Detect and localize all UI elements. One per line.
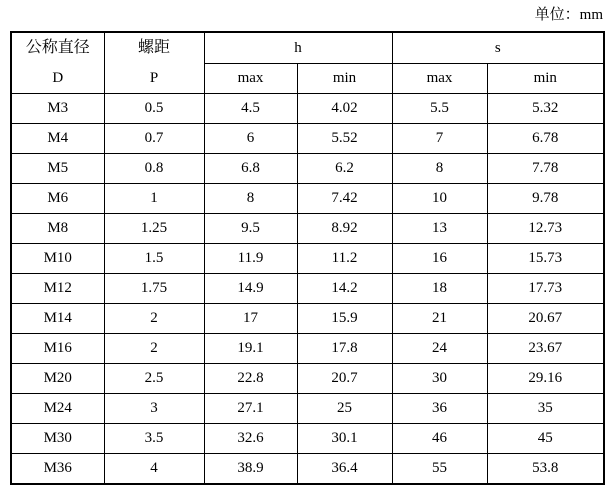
value-cell: 29.16 [487,364,604,394]
value-cell: 8 [392,154,487,184]
value-cell: 3.5 [104,424,204,454]
value-cell: 13 [392,214,487,244]
value-cell: 5.32 [487,94,604,124]
value-cell: 35 [487,394,604,424]
header-s-min: min [487,64,604,94]
value-cell: 14.9 [204,274,297,304]
value-cell: 11.2 [297,244,392,274]
value-cell: 55 [392,454,487,485]
value-cell: 0.7 [104,124,204,154]
value-cell: 36.4 [297,454,392,485]
value-cell: 12.73 [487,214,604,244]
value-cell: 4.02 [297,94,392,124]
value-cell: 2.5 [104,364,204,394]
value-cell: 10 [392,184,487,214]
value-cell: 45 [487,424,604,454]
size-cell: M16 [11,334,104,364]
value-cell: 5.5 [392,94,487,124]
size-cell: M10 [11,244,104,274]
value-cell: 1.75 [104,274,204,304]
value-cell: 17.8 [297,334,392,364]
value-cell: 25 [297,394,392,424]
header-h-max: max [204,64,297,94]
value-cell: 17.73 [487,274,604,304]
header-group-s: s [392,32,604,64]
value-cell: 21 [392,304,487,334]
value-cell: 30 [392,364,487,394]
table-row [11,334,604,364]
value-cell: 1 [104,184,204,214]
value-cell: 4.5 [204,94,297,124]
value-cell: 27.1 [204,394,297,424]
value-cell: 3 [104,394,204,424]
header-row-groups [11,32,604,64]
table-row [11,454,604,485]
size-cell: M36 [11,454,104,485]
value-cell: 46 [392,424,487,454]
header-nominal-diameter-label: 公称直径 [25,39,90,56]
header-nominal-diameter [11,32,104,94]
value-cell: 2 [104,304,204,334]
table-row [11,394,604,424]
value-cell: 8.92 [297,214,392,244]
header-s-max: max [392,64,487,94]
table-row [11,244,604,274]
value-cell: 23.67 [487,334,604,364]
value-cell: 8 [204,184,297,214]
size-cell: M20 [11,364,104,394]
table-row [11,154,604,184]
size-cell: M14 [11,304,104,334]
size-cell: M30 [11,424,104,454]
value-cell: 6.78 [487,124,604,154]
header-p-symbol: P [149,70,159,86]
size-cell: M5 [11,154,104,184]
value-cell: 1.5 [104,244,204,274]
table-header [11,32,604,94]
header-d-symbol: D [52,70,64,86]
value-cell: 6 [204,124,297,154]
size-cell: M12 [11,274,104,304]
size-cell: M3 [11,94,104,124]
value-cell: 53.8 [487,454,604,485]
value-cell: 22.8 [204,364,297,394]
value-cell: 6.2 [297,154,392,184]
value-cell: 16 [392,244,487,274]
value-cell: 15.73 [487,244,604,274]
table-row [11,424,604,454]
value-cell: 2 [104,334,204,364]
value-cell: 14.2 [297,274,392,304]
unit-label: 单位：mm [534,7,603,23]
table-row [11,124,604,154]
table-row [11,364,604,394]
value-cell: 19.1 [204,334,297,364]
value-cell: 15.9 [297,304,392,334]
size-cell: M24 [11,394,104,424]
header-h-min: min [297,64,392,94]
value-cell: 17 [204,304,297,334]
value-cell: 9.78 [487,184,604,214]
value-cell: 0.5 [104,94,204,124]
table-row [11,304,604,334]
value-cell: 20.7 [297,364,392,394]
value-cell: 38.9 [204,454,297,485]
header-group-h: h [204,32,392,64]
size-cell: M8 [11,214,104,244]
value-cell: 36 [392,394,487,424]
value-cell: 24 [392,334,487,364]
header-pitch-label: 螺距 [137,39,170,56]
value-cell: 7.78 [487,154,604,184]
value-cell: 9.5 [204,214,297,244]
value-cell: 6.8 [204,154,297,184]
value-cell: 7.42 [297,184,392,214]
value-cell: 4 [104,454,204,485]
value-cell: 32.6 [204,424,297,454]
size-cell: M6 [11,184,104,214]
table-row [11,184,604,214]
value-cell: 11.9 [204,244,297,274]
value-cell: 30.1 [297,424,392,454]
value-cell: 20.67 [487,304,604,334]
size-cell: M4 [11,124,104,154]
table-row [11,94,604,124]
header-pitch [104,32,204,94]
value-cell: 5.52 [297,124,392,154]
table-row [11,214,604,244]
table-body [11,94,604,485]
value-cell: 18 [392,274,487,304]
value-cell: 7 [392,124,487,154]
value-cell: 1.25 [104,214,204,244]
table-row [11,274,604,304]
thread-spec-table [10,31,605,485]
value-cell: 0.8 [104,154,204,184]
